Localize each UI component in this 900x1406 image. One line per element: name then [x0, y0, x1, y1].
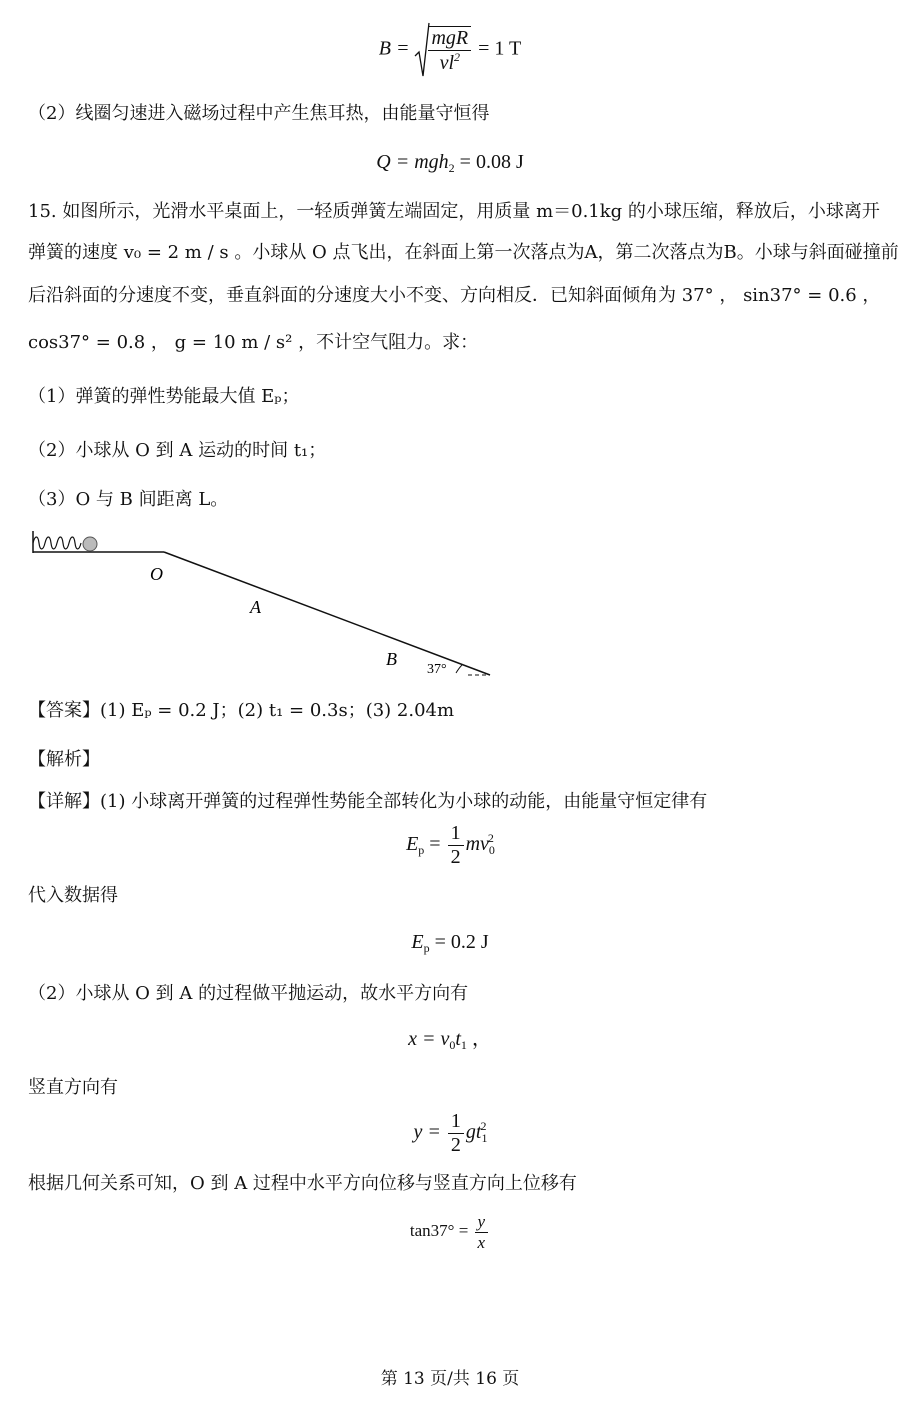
equation-Ep: $E_p$ = $\frac{1}{2}$ $mv_0^2$ [406, 822, 495, 868]
problem-line-1: 15. 如图所示，光滑水平桌面上，一轻质弹簧左端固定，用质量 m＝0.1kg 的小球压缩，释放后，小球离开 [28, 201, 880, 222]
problem-line-2: 弹簧的速度 v₀ = 2 m / s 。小球从 O 点飞出，在斜面上第一次落点为A，第二次落点为B。小球与斜面碰撞前 [28, 242, 899, 263]
eq-ep-fraction: $\frac{1}{2}$ [448, 822, 464, 869]
equation-Ep-value: $E_p = 0.2$ J [411, 931, 489, 955]
analysis-label: 【解析】 [28, 749, 100, 770]
geometry-text: 根据几何关系可知，O 到 A 过程中水平方向位移与竖直方向上位移有 [28, 1173, 577, 1194]
eq-b-rhs: = 1 T [478, 37, 522, 60]
angle-label: 37° [427, 662, 447, 677]
part2-motion-text: （2）小球从 O 到 A 的过程做平抛运动，故水平方向有 [28, 983, 469, 1004]
problem-line-4: cos37° = 0.8 ， g = 10 m / s² ，不计空气阻力。求： [28, 332, 479, 353]
angle-arc [456, 665, 462, 673]
label-O: O [150, 564, 163, 584]
answer-line: 【答案】(1) Eₚ = 0.2 J；(2) t₁ = 0.3s；(3) 2.04m [28, 700, 455, 721]
equation-x: $x = v_0t_1$ ， [408, 1028, 492, 1052]
label-B: B [386, 649, 397, 669]
substitute-text: 代入数据得 [28, 885, 118, 906]
eq-b-lhs: B = [378, 37, 410, 60]
spring [33, 537, 81, 549]
label-A: A [250, 597, 261, 617]
incline-line [164, 552, 490, 675]
eq-y-fraction: $\frac{1}{2}$ [448, 1110, 464, 1157]
question-3: （3）O 与 B 间距离 L。 [28, 489, 229, 510]
equation-tan: tan37° = $\frac{y}{x}$ [0, 1212, 900, 1252]
ball [83, 537, 97, 551]
detail-text: 【详解】(1) 小球离开弹簧的过程弹性势能全部转化为小球的动能，由能量守恒定律有 [28, 791, 708, 812]
eq-tan-fraction: $\frac{y}{x}$ [475, 1212, 489, 1252]
question-2: （2）小球从 O 到 A 运动的时间 t₁； [28, 440, 327, 461]
problem-line-3: 后沿斜面的分速度不变，垂直斜面的分速度大小不变、方向相反．已知斜面倾角为 37° ， sin37° = 0.6 ， [28, 285, 881, 306]
equation-y: y = $\frac{1}{2}$ $gt_1^2$ [413, 1110, 488, 1156]
page-footer: 第 13 页/共 16 页 [380, 1369, 520, 1389]
equation-B [0, 22, 900, 78]
equation-Q: Q = mgh$_2$ = 0.08 J [376, 151, 524, 175]
spring-incline-diagram [28, 525, 508, 680]
eq-b-fraction: $\frac{\text{mgR}}{vl^2}$ [428, 26, 471, 75]
part2-heat-text: （2）线圈匀速进入磁场过程中产生焦耳热，由能量守恒得 [28, 103, 490, 124]
question-1: （1）弹簧的弹性势能最大值 Eₚ； [28, 386, 300, 407]
vertical-text: 竖直方向有 [28, 1077, 118, 1098]
